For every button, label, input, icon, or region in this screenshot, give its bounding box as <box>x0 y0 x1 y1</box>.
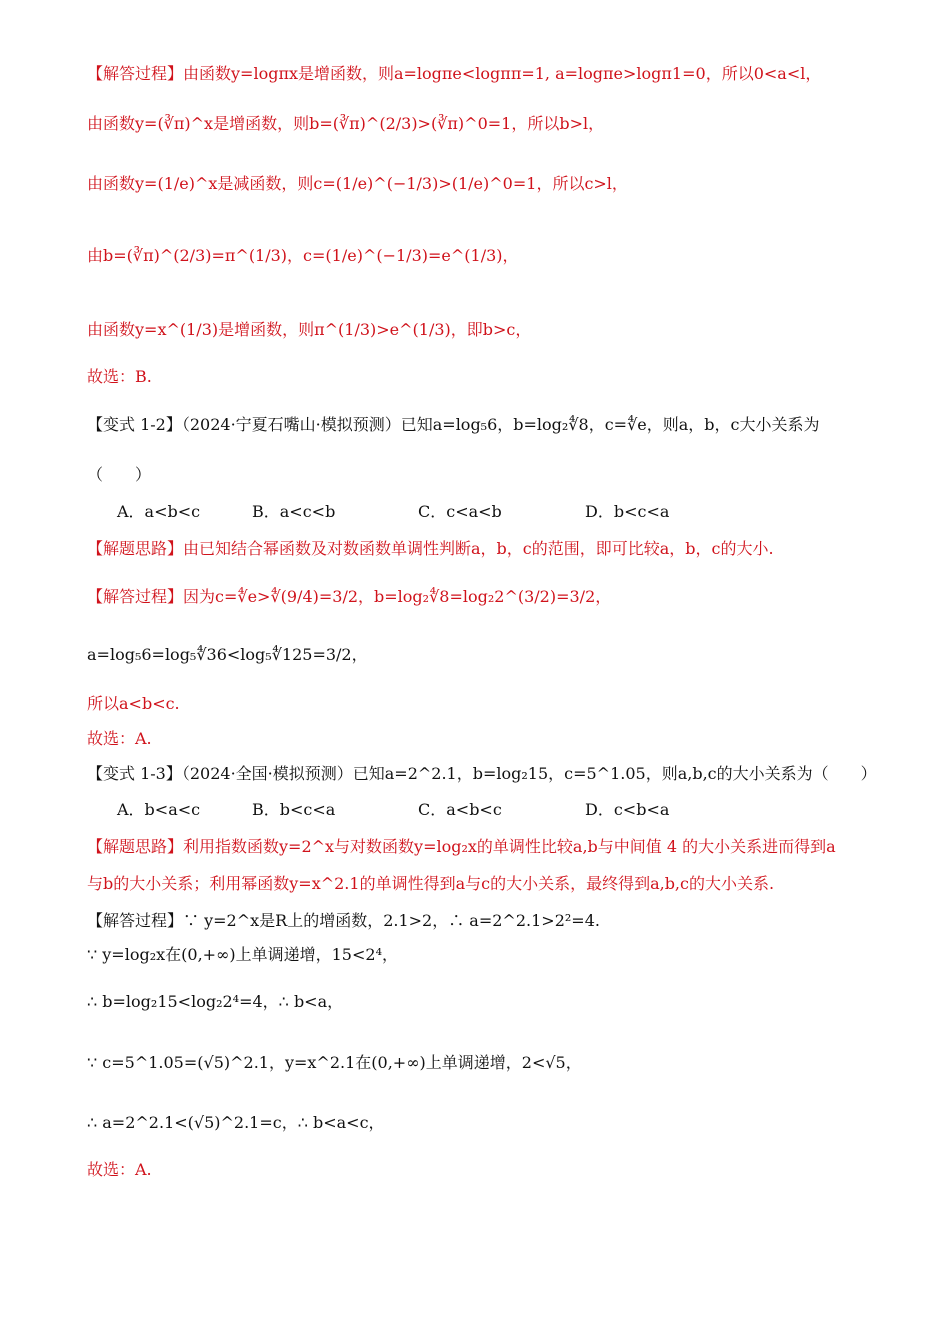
solution-1-2-line-3: 所以a<b<c. <box>87 694 180 713</box>
solution-1-2-line-2: a=log₅6=log₅∜36<log₅∜125=3/2， <box>87 645 368 664</box>
answer-choice-1: 故选：B. <box>87 367 152 386</box>
option-a-1-3: A．b<a<c <box>117 800 201 819</box>
option-b-1-3: B．b<c<a <box>252 800 336 819</box>
solution-1-3-line-1: 【解答过程】∵ y=2^x是R上的增函数，2.1>2，∴ a=2^2.1>2²=4. <box>87 911 600 930</box>
solution-line-3: 由函数y=(1/e)^x是减函数，则c=(1/e)^(−1/3)>(1/e)^0=1，所以c>l， <box>87 174 628 193</box>
thinking-1-3-line-1: 【解题思路】利用指数函数y=2^x与对数函数y=log₂x的单调性比较a,b与中间值 4 的大小关系进而得到a <box>87 837 836 856</box>
option-c-1-2: C．c<a<b <box>418 502 502 521</box>
solution-1-3-line-4: ∵ c=5^1.05=(√5)^2.1，y=x^2.1在(0,+∞)上单调递增，2<√5， <box>87 1053 582 1072</box>
solution-line-5: 由函数y=x^(1/3)是增函数，则π^(1/3)>e^(1/3)，即b>c， <box>87 320 532 339</box>
thinking-1-2: 【解题思路】由已知结合幂函数及对数函数单调性判断a，b，c的范围，即可比较a，b，c的大小. <box>87 539 774 558</box>
solution-1-3-line-2: ∵ y=log₂x在(0,+∞)上单调递增，15<2⁴， <box>87 945 398 964</box>
variant-1-2-heading: 【变式 1-2】（2024·宁夏石嘴山·模拟预测）已知a=log₅6，b=log₂∜8，c=∜e，则a，b，c大小关系为 <box>87 415 820 434</box>
variant-1-3-heading: 【变式 1-3】（2024·全国·模拟预测）已知a=2^2.1，b=log₂15，c=5^1.05，则a,b,c的大小关系为（ ） <box>87 764 877 783</box>
solution-line-2: 由函数y=(∛π)^x是增函数，则b=(∛π)^(2/3)>(∛π)^0=1，所以b>l， <box>87 114 605 133</box>
answer-choice-2: 故选：A. <box>87 729 152 748</box>
solution-1-3-line-3: ∴ b=log₂15<log₂2⁴=4，∴ b<a， <box>87 992 344 1011</box>
option-c-1-3: C．a<b<c <box>418 800 502 819</box>
option-b-1-2: B．a<c<b <box>252 502 336 521</box>
answer-choice-3: 故选：A. <box>87 1160 152 1179</box>
option-d-1-3: D．c<b<a <box>585 800 670 819</box>
solution-1-2-line-1: 【解答过程】因为c=∜e>∜(9/4)=3/2，b=log₂∜8=log₂2^(3/2)=3/2， <box>87 587 612 606</box>
solution-line-1: 【解答过程】由函数y=logπx是增函数，则a=logπe<logππ=1, a=logπe>logπ1=0，所以0<a<l， <box>87 64 822 83</box>
solution-line-4: 由b=(∛π)^(2/3)=π^(1/3)，c=(1/e)^(−1/3)=e^(1/3)， <box>87 246 519 265</box>
option-d-1-2: D．b<c<a <box>585 502 670 521</box>
option-a-1-2: A．a<b<c <box>117 502 201 521</box>
variant-1-2-blank: （ ） <box>87 465 152 484</box>
solution-1-3-line-5: ∴ a=2^2.1<(√5)^2.1=c，∴ b<a<c， <box>87 1113 385 1132</box>
thinking-1-3-line-2: 与b的大小关系；利用幂函数y=x^2.1的单调性得到a与c的大小关系，最终得到a,b,c的大小关系. <box>87 874 775 893</box>
